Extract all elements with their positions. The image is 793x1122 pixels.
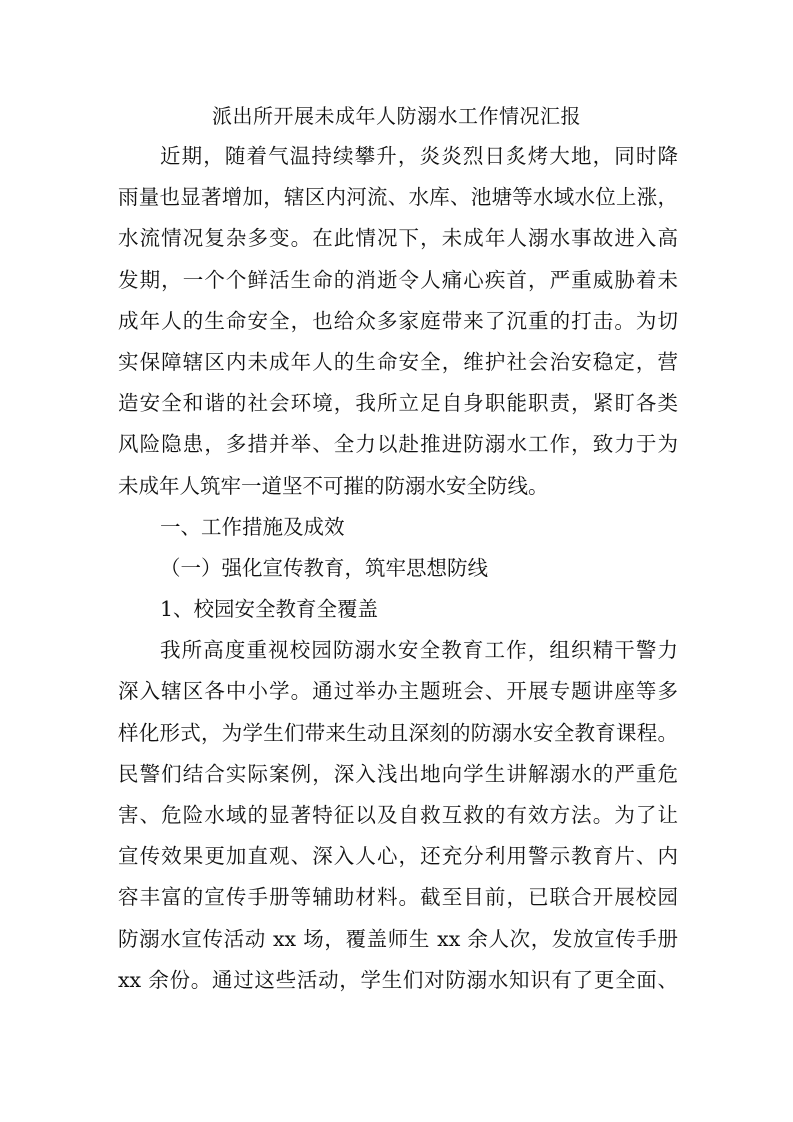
document-body bbox=[118, 136, 678, 1001]
intro-line: 未成年人筑牢一道坚不可摧的防溺水安全防线。 bbox=[118, 473, 549, 498]
item-line: 样化形式，为学生们带来生动且深刻的防溺水安全教育课程。 bbox=[118, 720, 678, 745]
intro-line: 造安全和谐的社会环境，我所立足自身职能职责，紧盯各类 bbox=[118, 391, 678, 416]
item-line: 容丰富的宣传手册等辅助材料。截至目前，已联合开展校园 bbox=[118, 885, 678, 910]
item-line: 深入辖区各中小学。通过举办主题班会、开展专题讲座等多 bbox=[118, 679, 678, 704]
intro-line: 实保障辖区内未成年人的生命安全，维护社会治安稳定，营 bbox=[118, 349, 678, 374]
subsection-heading: （一）强化宣传教育，筑牢思想防线 bbox=[160, 555, 488, 580]
intro-line: 雨量也显著增加，辖区内河流、水库、池塘等水域水位上涨， bbox=[118, 185, 678, 210]
intro-line: 水流情况复杂多变。在此情况下，未成年人溺水事故进入高 bbox=[118, 226, 678, 251]
item-line: 民警们结合实际案例，深入浅出地向学生讲解溺水的严重危 bbox=[118, 761, 678, 786]
item-line: 我所高度重视校园防溺水安全教育工作，组织精干警力 bbox=[160, 638, 678, 663]
item-heading: 1、校园安全教育全覆盖 bbox=[160, 597, 379, 622]
item-line: 害、危险水域的显著特征以及自救互救的有效方法。为了让 bbox=[118, 803, 678, 827]
item-line: 宣传效果更加直观、深入人心，还充分利用警示教育片、内 bbox=[118, 844, 678, 869]
intro-line: 风险隐患，多措并举、全力以赴推进防溺水工作，致力于为 bbox=[118, 432, 678, 457]
item-line: xx 余份。通过这些活动，学生们对防溺水知识有了更全面、 bbox=[118, 967, 678, 992]
intro-line: 发期，一个个鲜活生命的消逝令人痛心疾首，严重威胁着未 bbox=[118, 267, 678, 292]
item-line: 防溺水宣传活动 xx 场，覆盖师生 xx 余人次，发放宣传手册 bbox=[118, 926, 678, 951]
document-title: 派出所开展未成年人防溺水工作情况汇报 bbox=[212, 104, 581, 128]
intro-line: 近期，随着气温持续攀升，炎炎烈日炙烤大地，同时降 bbox=[160, 144, 678, 168]
intro-line: 成年人的生命安全，也给众多家庭带来了沉重的打击。为切 bbox=[118, 308, 678, 333]
section-heading: 一、工作措施及成效 bbox=[160, 514, 345, 539]
